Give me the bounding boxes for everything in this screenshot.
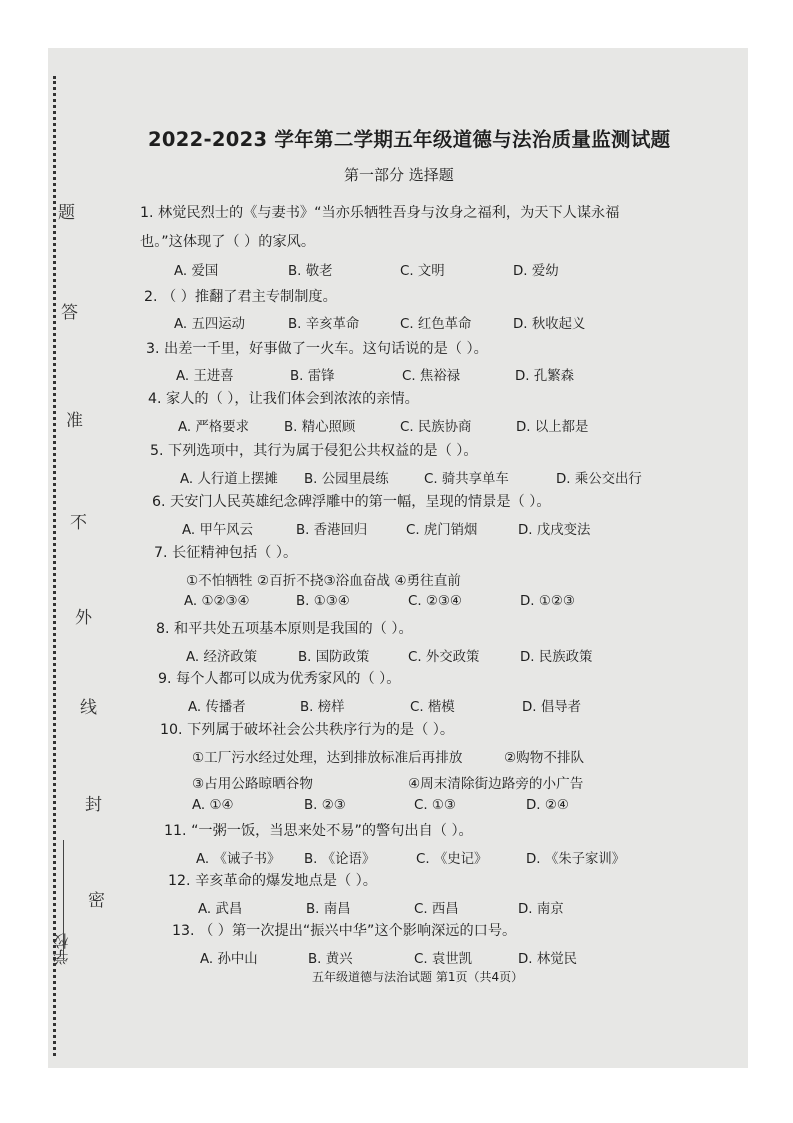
option-a: A. ①②③④	[184, 594, 250, 609]
option-b: B. 精心照顾	[284, 420, 356, 435]
option-a: A. 甲午风云	[182, 523, 253, 538]
option-d: D. 秋收起义	[513, 317, 586, 332]
exam-paper	[48, 48, 748, 1068]
question-choice-3: ③占用公路晾晒谷物	[192, 776, 313, 792]
option-d: D. 戊戌变法	[518, 523, 591, 538]
option-d: D. 《朱子家训》	[526, 852, 626, 867]
question-text: 1. 林觉民烈士的《与妻书》“当亦乐牺牲吾身与汝身之福利，为天下人谋永福	[140, 205, 620, 221]
option-b: B. ①③④	[296, 594, 350, 609]
option-d: D. 倡导者	[522, 700, 581, 715]
question-choice-4: ④周末清除街边路旁的小广告	[408, 776, 584, 792]
question-choices: ①不怕牺牲 ②百折不挠③浴血奋战 ④勇往直前	[186, 573, 461, 589]
margin-seal-char: 密	[88, 891, 105, 911]
option-d: D. 孔繁森	[515, 369, 574, 384]
option-d: D. 民族政策	[520, 650, 593, 665]
question-text: 5. 下列选项中，其行为属于侵犯公共权益的是（ ）。	[150, 443, 478, 459]
option-a: A. 严格要求	[178, 420, 249, 435]
option-a: A. 经济政策	[186, 650, 257, 665]
question-text: 6. 天安门人民英雄纪念碑浮雕中的第一幅，呈现的情景是（ ）。	[152, 494, 551, 510]
option-b: B. 香港回归	[296, 523, 368, 538]
option-d: D. 南京	[518, 902, 564, 917]
question-text: 12. 辛亥革命的爆发地点是（ ）。	[168, 873, 377, 889]
option-a: A. 王进喜	[176, 369, 234, 384]
question-choice-1: ①工厂污水经过处理，达到排放标准后再排放	[192, 750, 463, 766]
option-c: C. 楷模	[410, 700, 455, 715]
option-b: B. 敬老	[288, 264, 333, 279]
option-c: C. 焦裕禄	[402, 369, 461, 384]
option-d: D. ①②③	[520, 594, 575, 609]
option-d: D. 爱幼	[513, 264, 559, 279]
option-b: B. 公园里晨练	[304, 472, 389, 487]
section-title: 第一部分 选择题	[344, 166, 454, 184]
option-c: C. 骑共享单车	[424, 472, 509, 487]
question-text: 也。”这体现了（ ）的家风。	[140, 234, 316, 250]
option-a: A. ①④	[192, 798, 234, 813]
option-b: B. 榜样	[300, 700, 345, 715]
exam-title: 2022-2023 学年第二学期五年级道德与法治质量监测试题	[148, 128, 671, 151]
option-a: A. 爱国	[174, 264, 219, 279]
option-d: D. 林觉民	[518, 952, 577, 967]
option-b: B. 辛亥革命	[288, 317, 360, 332]
school-label: 学校	[52, 933, 71, 965]
option-a: A. 武昌	[198, 902, 243, 917]
page-footer: 五年级道德与法治试题 第1页（共4页）	[312, 970, 524, 984]
question-text: 3. 出差一千里，好事做了一火车。这句话说的是（ ）。	[146, 341, 488, 357]
option-c: C. ①③	[414, 798, 456, 813]
question-text: 10. 下列属于破坏社会公共秩序行为的是（ ）。	[160, 722, 455, 738]
margin-seal-char: 封	[85, 795, 102, 815]
question-text: 2. （ ）推翻了君主专制制度。	[144, 289, 337, 305]
question-text: 11. “一粥一饭，当思来处不易”的警句出自（ ）。	[164, 823, 473, 839]
option-b: B. 雷锋	[290, 369, 335, 384]
option-d: D. 以上都是	[516, 420, 589, 435]
question-text: 9. 每个人都可以成为优秀家风的（ ）。	[158, 671, 401, 687]
margin-seal-char: 外	[75, 608, 92, 628]
option-c: C. ②③④	[408, 594, 462, 609]
option-a: A. 人行道上摆摊	[180, 472, 278, 487]
option-a: A. 《诫子书》	[196, 852, 281, 867]
option-a: A. 孙中山	[200, 952, 258, 967]
margin-seal-char: 线	[80, 698, 97, 718]
question-choice-2: ②购物不排队	[504, 750, 585, 766]
option-c: C. 虎门销烟	[406, 523, 478, 538]
question-text: 4. 家人的（ ），让我们体会到浓浓的亲情。	[148, 391, 419, 407]
option-c: C. 红色革命	[400, 317, 472, 332]
margin-seal-char: 准	[66, 411, 83, 431]
option-b: B. 国防政策	[298, 650, 370, 665]
option-b: B. 南昌	[306, 902, 351, 917]
margin-seal-char: 题	[58, 203, 75, 223]
option-b: B. 黄兴	[308, 952, 353, 967]
question-text: 7. 长征精神包括（ ）。	[154, 545, 298, 561]
option-b: B. 《论语》	[304, 852, 376, 867]
option-c: C. 袁世凯	[414, 952, 473, 967]
question-text: 13. （ ）第一次提出“振兴中华”这个影响深远的口号。	[172, 923, 517, 939]
option-a: A. 传播者	[188, 700, 246, 715]
option-d: D. ②④	[526, 798, 569, 813]
option-c: C. 外交政策	[408, 650, 480, 665]
option-c: C. 民族协商	[400, 420, 472, 435]
option-c: C. 《史记》	[416, 852, 488, 867]
option-c: C. 西昌	[414, 902, 459, 917]
binding-dotted-line	[53, 76, 56, 1056]
margin-seal-char: 不	[70, 513, 87, 533]
option-d: D. 乘公交出行	[556, 472, 642, 487]
option-b: B. ②③	[304, 798, 346, 813]
margin-seal-char: 答	[61, 303, 78, 323]
option-a: A. 五四运动	[174, 317, 245, 332]
option-c: C. 文明	[400, 264, 445, 279]
question-text: 8. 和平共处五项基本原则是我国的（ ）。	[156, 621, 413, 637]
